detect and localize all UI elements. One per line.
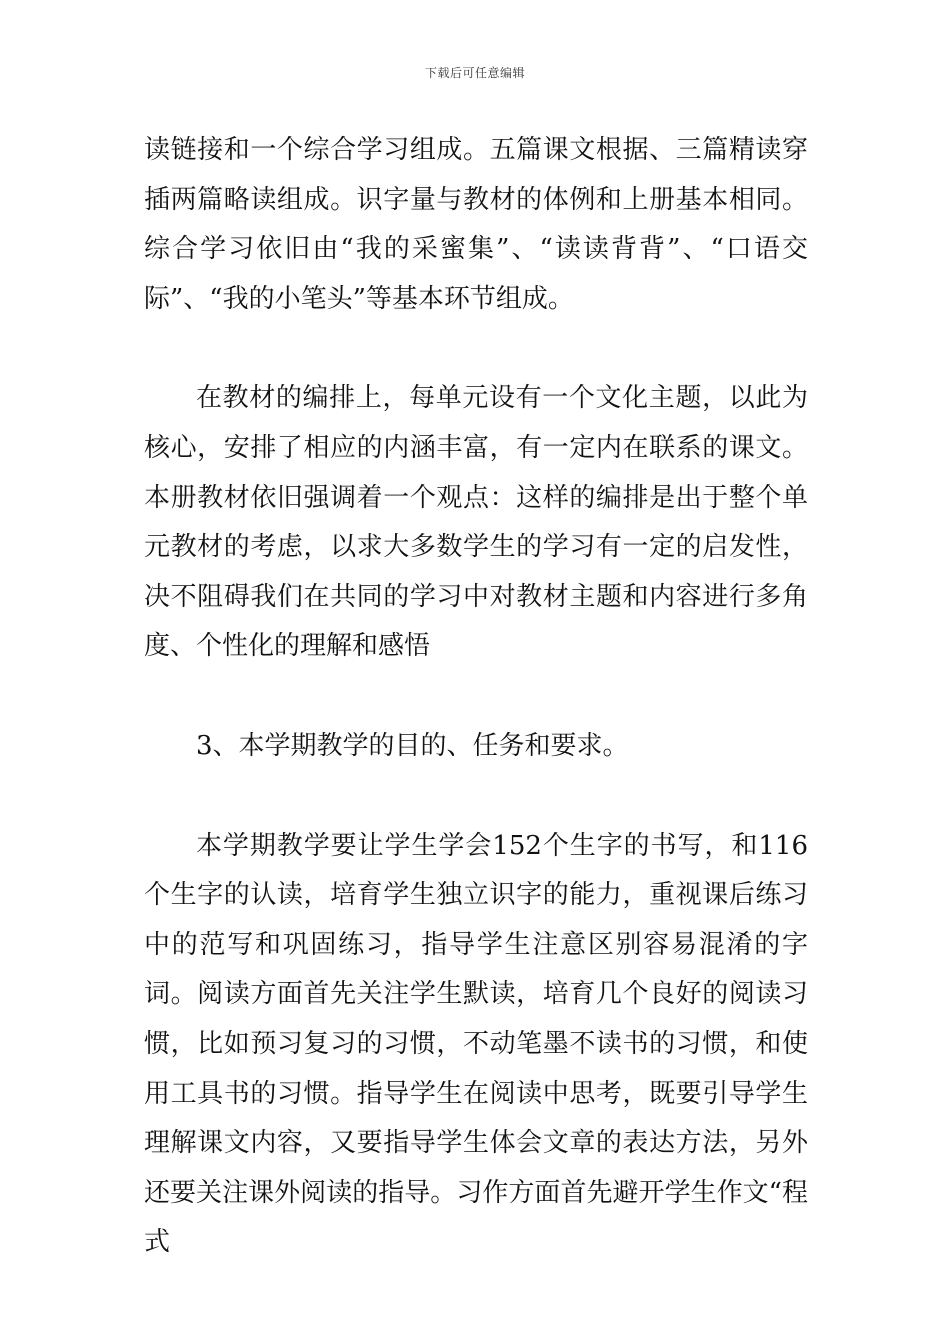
- section-heading: 3、本学期教学的目的、任务和要求。: [196, 730, 629, 761]
- paragraph-continued: 读链接和一个综合学习组成。五篇课文根据、三篇精读穿插两篇略读组成。识字量与教材的体例和上册基本相同。综合学习依旧由“我的采蜜集”、“读读背背”、“口语交际”、“我的小笔头”等基本环节组成。: [144, 135, 808, 314]
- paragraph-textbook-arrangement: 在教材的编排上，每单元设有一个文化主题，以此为核心，安排了相应的内涵丰富，有一定内在联系的课文。本册教材依旧强调着一个观点：这样的编排是出于整个单元教材的考虑，以求大多数学生的学习有一定的启发性，决不阻碍我们在共同的学习中对教材主题和内容进行多角度、个性化的理解和感悟: [144, 383, 808, 662]
- paragraph-gap: [144, 772, 808, 822]
- paragraph-gap: [144, 672, 808, 722]
- page-header-note: 下载后可任意编辑: [424, 66, 525, 80]
- paragraph-teaching-goals: 本学期教学要让学生学会152个生字的书写，和116个生字的认读，培育学生独立识字的能力，重视课后练习中的范写和巩固练习，指导学生注意区别容易混淆的字词。阅读方面首先关注学生默读，培育几个良好的阅读习惯，比如预习复习的习惯，不动笔墨不读书的习惯，和使用工具书的习惯。指导学生在阅读中思考，既要引导学生理解课文内容，又要指导学生体会文章的表达方法，另外还要关注课外阅读的指导。习作方面首先避开学生作文“程式: [144, 830, 808, 1258]
- paragraph-gap: [144, 324, 808, 374]
- document-body: [144, 126, 808, 1268]
